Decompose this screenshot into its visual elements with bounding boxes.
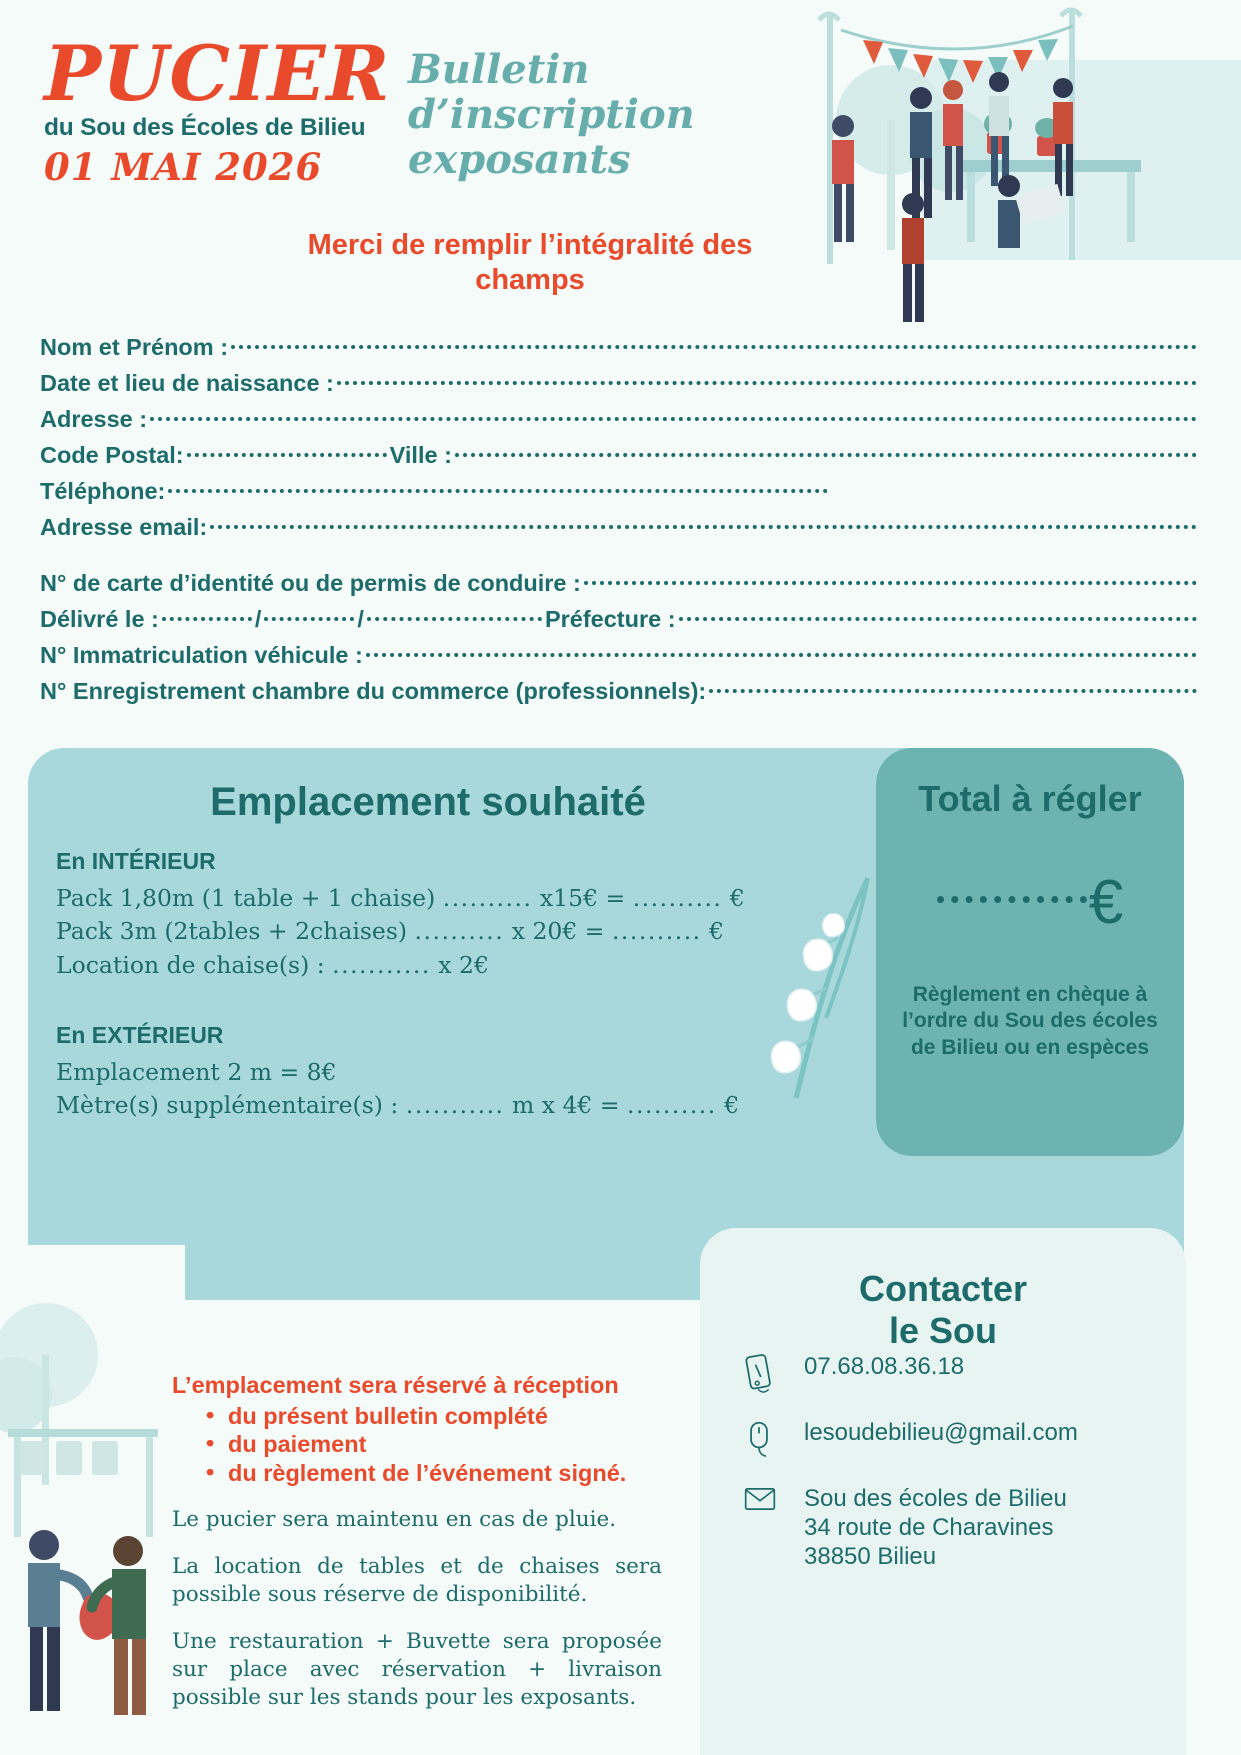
address-line-2: 34 route de Charavines (804, 1513, 1054, 1541)
chaise-qty-input[interactable]: ........... (332, 950, 431, 979)
price-line-metre-supp (56, 1089, 776, 1122)
bulletin-line-3: exposants (408, 135, 631, 183)
brand-block (44, 29, 444, 190)
conditions-list (206, 1402, 662, 1487)
brand-subtitle: du Sou des Écoles de Bilieu (44, 114, 366, 142)
label-code-postal: Code Postal: (40, 442, 184, 468)
field-row-carte-identite (40, 569, 1200, 596)
field-row-adresse (40, 408, 1200, 432)
label-delivre: Délivré le : (40, 605, 159, 632)
label-chambre-commerce: N° Enregistrement chambre du commerce (professionnels): (40, 677, 707, 704)
contact-title-line-1: Contacter (858, 1268, 1028, 1309)
input-immatriculation[interactable] (366, 653, 1197, 657)
bulletin-line-1: Bulletin (408, 46, 590, 93)
pack-180-unit: € (729, 884, 745, 912)
conditions-heading: L’emplacement sera réservé à réception (172, 1372, 619, 1398)
label-adresse: Adresse : (40, 406, 148, 432)
metre-supp-total-input[interactable]: .......... (627, 1091, 717, 1120)
placement-title: Emplacement souhaité (210, 780, 646, 824)
total-amount-row (876, 868, 1184, 937)
input-ville[interactable] (455, 453, 1197, 457)
list-item: • du règlement de l’événement signé. (206, 1459, 662, 1487)
phone-icon (744, 1352, 784, 1398)
label-email: Adresse email: (40, 514, 208, 540)
fill-instruction: Merci de remplir l’intégralité des champs (307, 229, 753, 297)
pack-180-label: Pack 1,80m (1 table + 1 chaise) (56, 884, 436, 912)
metre-supp-rate: m x 4€ = (512, 1091, 620, 1120)
total-title: Total à régler (918, 778, 1142, 819)
input-nom[interactable] (231, 345, 1197, 349)
input-delivre-jour[interactable] (162, 617, 252, 621)
contact-address (804, 1484, 1067, 1572)
list-item: • du paiement (206, 1430, 662, 1458)
field-row-naissance (40, 372, 1200, 396)
field-row-code-postal-ville (40, 444, 1200, 468)
payment-note: Règlement en chèque à l’ordre du Sou des écoles de Bilieu ou en espèces (902, 983, 1158, 1059)
form-fields (40, 336, 1200, 716)
field-row-immatriculation (40, 641, 1200, 668)
pack-3m-rate: x 20€ = (511, 917, 605, 946)
exterior-heading: En EXTÉRIEUR (56, 1022, 224, 1049)
envelope-icon (744, 1484, 784, 1517)
total-card (876, 748, 1184, 1156)
input-prefecture[interactable] (679, 617, 1197, 621)
label-ville: Ville : (389, 442, 452, 468)
date-separator-1: / (254, 605, 262, 632)
input-delivre-annee[interactable] (367, 617, 542, 621)
price-line-pack-3m (56, 915, 776, 948)
paragraph-location: La location de tables et de chaises sera possible sous réserve de disponibilité. (172, 1553, 662, 1607)
list-item: • du présent bulletin complété (206, 1402, 662, 1430)
chaise-label: Location de chaise(s) : (56, 950, 325, 979)
input-chambre-commerce[interactable] (709, 689, 1197, 693)
input-adresse[interactable] (150, 417, 1197, 421)
chaise-rate: x 2€ (438, 950, 489, 979)
date-separator-2: / (357, 605, 364, 632)
pack-3m-total-input[interactable]: .......... (611, 917, 702, 946)
euro-icon: € (1088, 868, 1124, 937)
label-nom: Nom et Prénom : (40, 334, 229, 360)
market-stall-illustration (0, 1245, 185, 1755)
label-carte-identite: N° de carte d’identité ou de permis de conduire : (40, 569, 581, 596)
pack-180-total-input[interactable]: .......... (632, 884, 723, 912)
contact-panel (700, 1228, 1186, 1755)
contact-phone-row[interactable] (744, 1352, 1186, 1398)
total-amount-input[interactable] (937, 896, 1087, 903)
paragraph-restauration: Une restauration + Buvette sera proposée sur place avec réservation + livraison possible sur les stands pour les exposants. (172, 1628, 662, 1710)
contact-phone: 07.68.08.36.18 (804, 1352, 965, 1380)
metre-supp-unit: € (724, 1091, 740, 1120)
page-title: PUCIER (44, 29, 391, 118)
pack-180-rate: x15€ = (539, 884, 626, 912)
field-row-chambre-commerce (40, 677, 1200, 704)
mouse-icon (744, 1418, 784, 1464)
label-prefecture: Préfecture : (544, 605, 676, 632)
price-line-pack-180 (56, 882, 776, 915)
event-date: 01 MAI 2026 (44, 145, 323, 190)
input-naissance[interactable] (337, 381, 1197, 385)
placement-panel (28, 748, 1184, 1300)
price-line-emplacement-2m (56, 1056, 776, 1089)
metre-supp-label: Mètre(s) supplémentaire(s) : (56, 1091, 399, 1120)
metre-supp-qty-input[interactable]: ........... (405, 1091, 505, 1120)
field-row-telephone (40, 480, 1200, 504)
input-telephone[interactable] (168, 489, 828, 493)
conditions-block (172, 1372, 662, 1711)
interior-heading: En INTÉRIEUR (56, 848, 216, 874)
field-row-email (40, 516, 1200, 540)
input-email[interactable] (210, 525, 1197, 529)
pack-180-qty-input[interactable]: .......... (442, 884, 533, 912)
contact-title-line-2: le Sou (888, 1309, 998, 1351)
contact-address-row (744, 1484, 1186, 1572)
bulletin-line-2: d’inscription (408, 90, 695, 138)
input-delivre-mois[interactable] (264, 617, 354, 621)
paragraph-pluie: Le pucier sera maintenu en cas de pluie. (172, 1506, 617, 1532)
header-illustration (801, 0, 1241, 340)
field-row-delivre (40, 605, 1200, 632)
label-telephone: Téléphone: (40, 478, 166, 504)
emplacement-2m-label: Emplacement 2 m = 8€ (56, 1058, 337, 1087)
contact-email: lesoudebilieu@gmail.com (804, 1418, 1078, 1446)
header (0, 0, 1241, 330)
input-code-postal[interactable] (187, 453, 387, 457)
pack-3m-label: Pack 3m (2tables + 2chaises) (56, 917, 408, 946)
pricing-list (56, 848, 776, 1123)
pack-3m-qty-input[interactable]: .......... (414, 917, 505, 946)
price-line-chaise (56, 949, 776, 982)
pack-3m-unit: € (709, 917, 725, 946)
address-line-1: Sou des écoles de Bilieu (804, 1484, 1067, 1512)
address-line-3: 38850 Bilieu (804, 1543, 937, 1571)
contact-email-row[interactable] (744, 1418, 1186, 1464)
input-carte-identite[interactable] (584, 581, 1197, 585)
label-naissance: Date et lieu de naissance : (40, 370, 334, 396)
label-immatriculation: N° Immatriculation véhicule : (40, 641, 363, 668)
contact-title (700, 1268, 1186, 1352)
field-row-nom (40, 336, 1200, 360)
bulletin-heading (408, 48, 828, 182)
